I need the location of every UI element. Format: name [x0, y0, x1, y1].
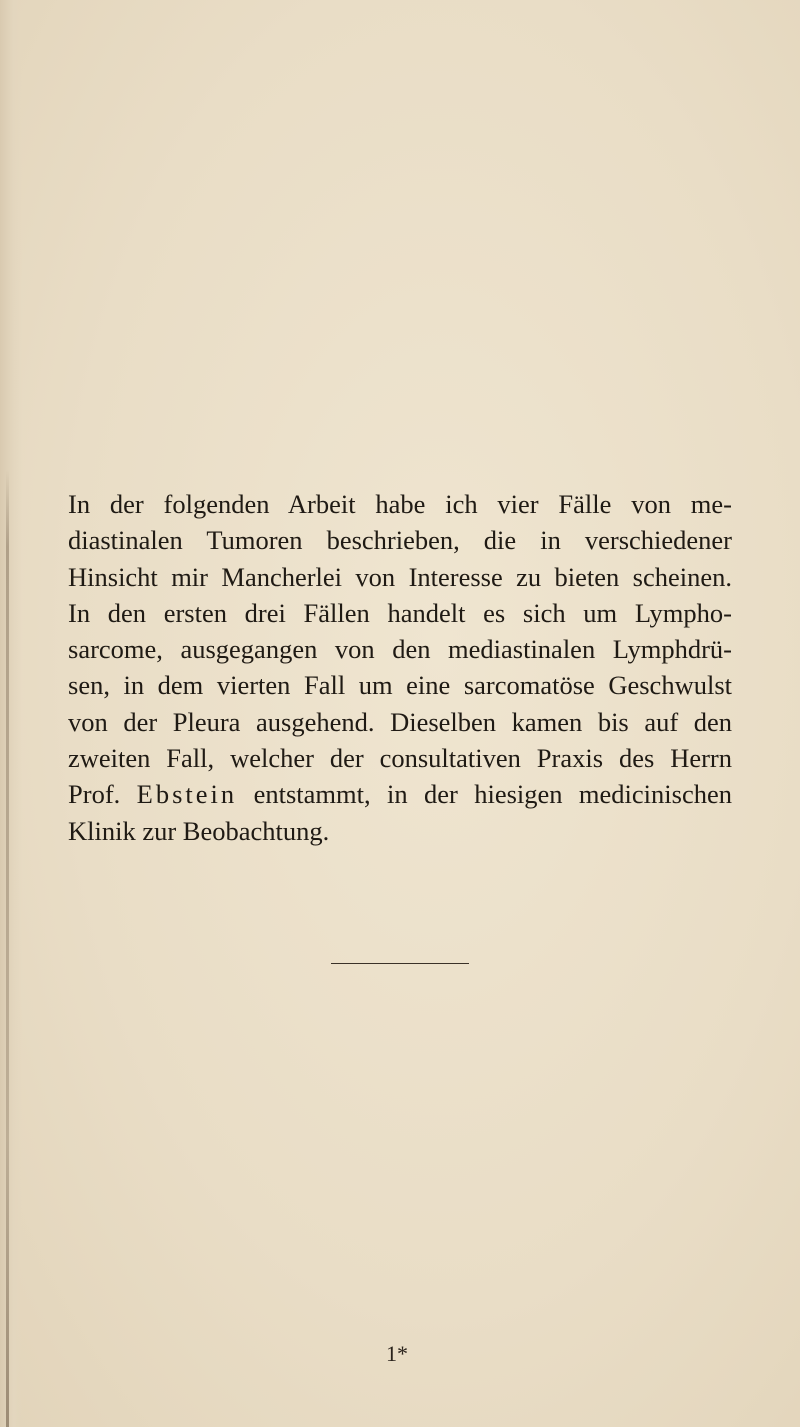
- text-line-2: diastinalen Tumoren beschrieben, die in verschiedener: [68, 525, 732, 556]
- text-line-9-start: Prof.: [68, 779, 137, 810]
- section-rule: [331, 963, 469, 964]
- text-line-7: von der Pleura ausgehend. Dieselben kamen bis auf den: [68, 706, 732, 737]
- text-line-3: Hinsicht mir Mancherlei von Interesse zu bieten scheinen.: [68, 561, 732, 592]
- binding-shadow: [6, 470, 9, 1427]
- text-line-4: In den ersten drei Fällen handelt es sich um Lympho-: [68, 597, 732, 628]
- text-line-8: zweiten Fall, welcher der consultativen Praxis des Herrn: [68, 743, 732, 774]
- text-line-9-end: entstammt, in der hiesigen medicinischen: [237, 779, 732, 810]
- text-line-1: In der folgenden Arbeit habe ich vier Fälle von me-: [68, 489, 732, 519]
- author-name: Ebstein: [136, 779, 238, 810]
- text-line-9: [68, 776, 732, 812]
- page-number: 1*: [386, 1341, 408, 1366]
- text-line-6: sen, in dem vierten Fall um eine sarcomatöse Geschwulst: [68, 670, 732, 701]
- text-line-5: sarcome, ausgegangen von den mediastinalen Lymphdrü-: [68, 634, 732, 665]
- text-line-10: Klinik zur Beobachtung.: [68, 815, 330, 846]
- page-gutter: [0, 0, 22, 1427]
- body-paragraph: [68, 486, 732, 849]
